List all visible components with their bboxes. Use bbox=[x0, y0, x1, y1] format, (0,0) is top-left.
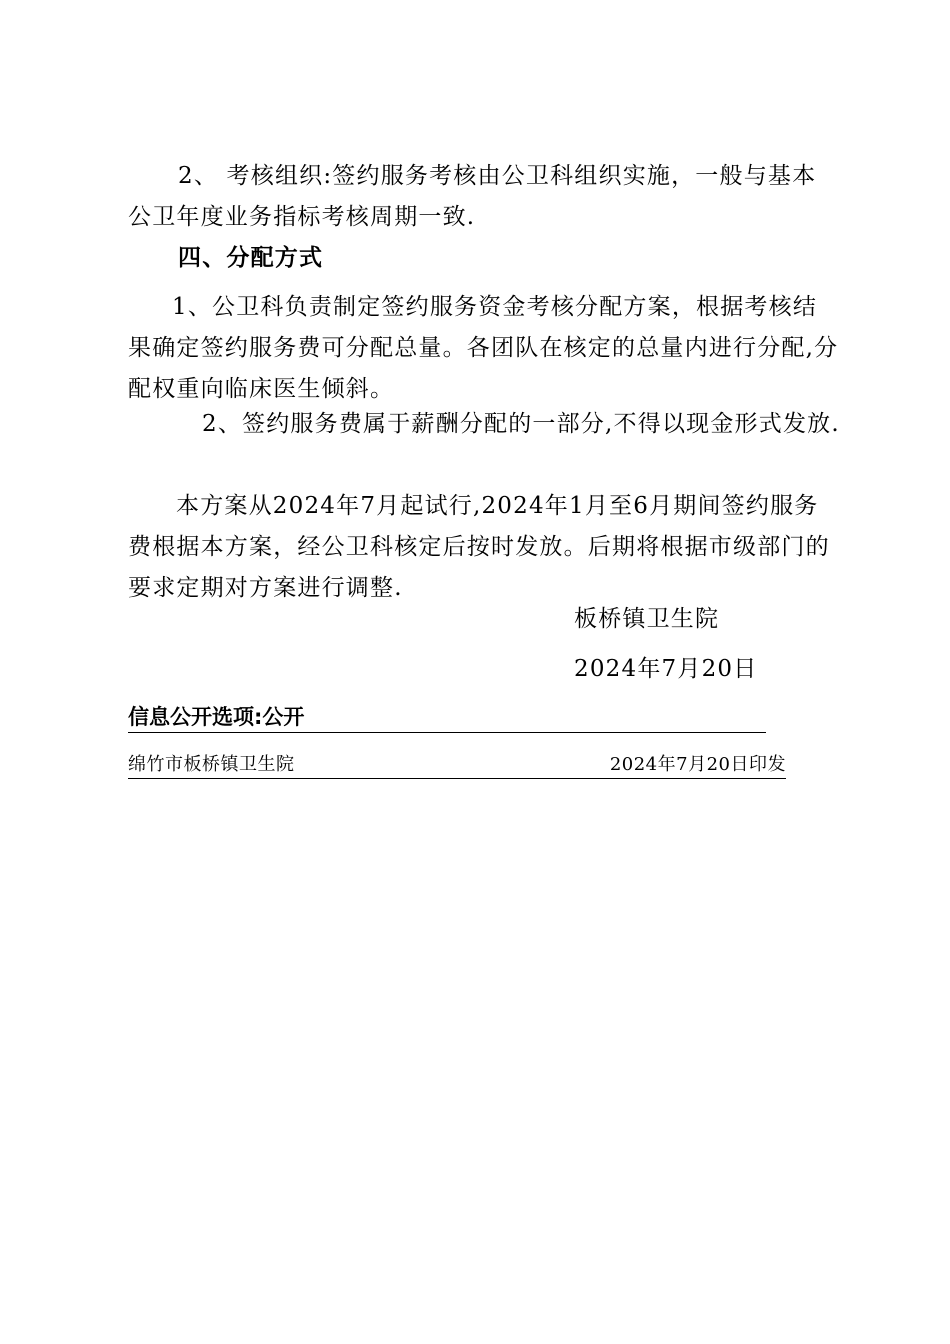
paragraph-effective-date: 本方案从2024年7月起试行,2024年1月至6月期间签约服务费根据本方案，经公卫科核定后按时发放。后期将根据市级部门的要求定期对方案进行调整. bbox=[128, 493, 830, 601]
information-disclosure-option: 信息公开选项:公开 bbox=[128, 702, 766, 733]
paragraph-assessment-organization: 2、 考核组织:签约服务考核由公卫科组织实施，一般与基本公卫年度业务指标考核周期一致. bbox=[128, 163, 817, 230]
signature-date: 2024年7月20日 bbox=[574, 656, 758, 682]
footer-issuer: 绵竹市板桥镇卫生院 bbox=[128, 754, 295, 775]
footer-issue-date: 2024年7月20日印发 bbox=[609, 754, 786, 775]
document-footer bbox=[128, 752, 786, 779]
section-heading-distribution-method: 四、分配方式 bbox=[178, 245, 324, 271]
signature-organization: 板桥镇卫生院 bbox=[574, 606, 720, 632]
paragraph-distribution-item-2: 2、签约服务费属于薪酬分配的一部分,不得以现金形式发放. bbox=[202, 411, 840, 437]
paragraph-distribution-item-1: 1、公卫科负责制定签约服务资金考核分配方案，根据考核结果确定签约服务费可分配总量。各团队在核定的总量内进行分配,分配权重向临床医生倾斜。 bbox=[128, 294, 839, 402]
